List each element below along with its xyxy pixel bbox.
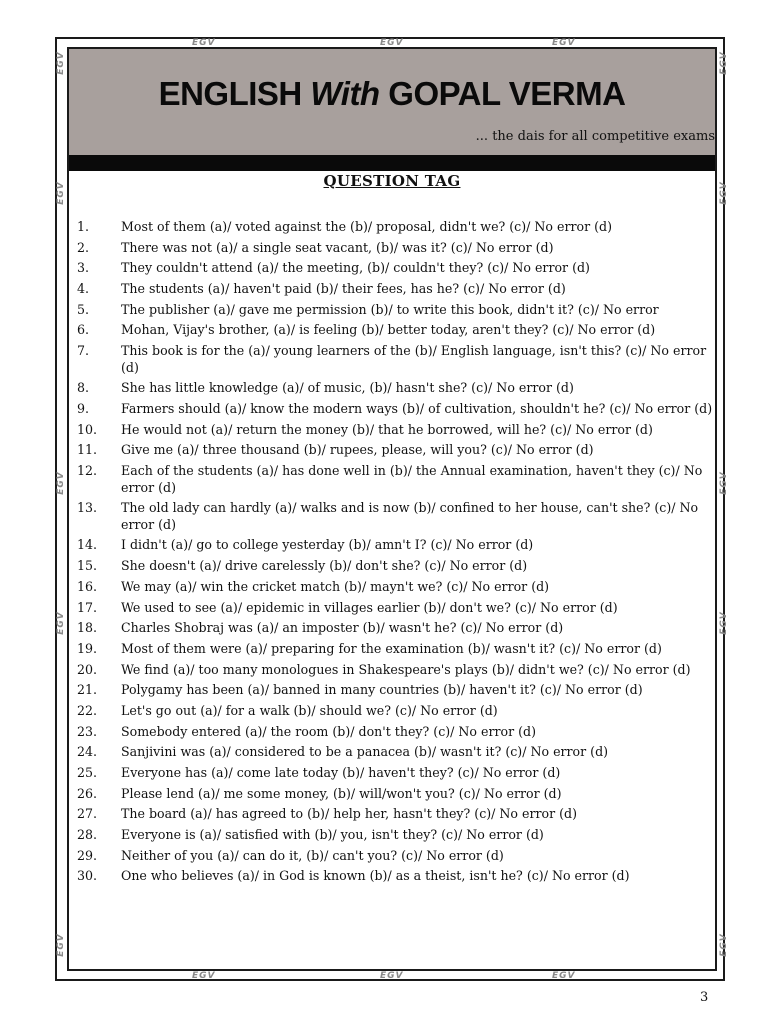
question-number: 25.: [77, 765, 98, 780]
question-number: 29.: [77, 847, 98, 863]
question-text: They couldn't attend (a)/ the meeting, (b)/ couldn't they? (c)/ No error (d): [121, 260, 590, 276]
page-title: [69, 75, 715, 113]
question-item: [77, 401, 713, 418]
question-number: 21.: [77, 682, 98, 698]
question-item: [77, 579, 713, 596]
question-item: [77, 240, 713, 257]
question-number: 5.: [77, 301, 90, 317]
question-number: 13.: [77, 500, 98, 516]
question-number: 15.: [77, 558, 98, 574]
question-item: [77, 380, 713, 397]
question-text: I didn't (a)/ go to college yesterday (b)/ amn't I? (c)/ No error (d): [121, 537, 534, 553]
watermark-top-3: EGV: [552, 38, 576, 48]
question-item: [77, 724, 713, 741]
watermark-top-1: EGV: [192, 38, 216, 48]
question-item: [77, 442, 713, 459]
question-number: 22.: [77, 702, 98, 718]
watermark-left-3: EGV: [55, 471, 66, 495]
section-heading: QUESTION TAG: [323, 172, 461, 190]
watermark-bottom-1: EGV: [192, 971, 216, 981]
question-number: 23.: [77, 723, 98, 739]
title-italic: With: [310, 75, 380, 112]
question-item: [77, 703, 713, 720]
question-text: Please lend (a)/ me some money, (b)/ will/won't you? (c)/ No error (d): [121, 785, 562, 801]
question-number: 9.: [77, 401, 90, 416]
title-part2: GOPAL VERMA: [379, 75, 626, 112]
question-text: The publisher (a)/ gave me permission (b)/ to write this book, didn't it? (c)/ No error: [121, 301, 659, 317]
question-list: [77, 219, 713, 889]
question-item: [77, 641, 713, 658]
question-item: [77, 219, 713, 236]
question-text: She doesn't (a)/ drive carelessly (b)/ don't she? (c)/ No error (d): [121, 558, 528, 574]
watermark-bottom-3: EGV: [552, 971, 576, 981]
question-number: 27.: [77, 806, 98, 822]
question-text: The board (a)/ has agreed to (b)/ help her, hasn't they? (c)/ No error (d): [121, 806, 578, 822]
question-number: 19.: [77, 640, 98, 656]
question-item: [77, 620, 713, 637]
question-text: Polygamy has been (a)/ banned in many countries (b)/ haven't it? (c)/ No error (d): [121, 682, 643, 698]
watermark-right-1: EGV: [718, 51, 729, 75]
question-number: 11.: [77, 442, 98, 458]
question-text: Neither of you (a)/ can do it, (b)/ can't you? (c)/ No error (d): [121, 847, 504, 863]
question-text: Most of them (a)/ voted against the (b)/ proposal, didn't we? (c)/ No error (d): [121, 219, 612, 234]
watermark-left-2: EGV: [55, 181, 66, 205]
question-number: 10.: [77, 421, 98, 437]
question-item: [77, 786, 713, 803]
question-number: 4.: [77, 281, 90, 297]
question-number: 7.: [77, 343, 90, 359]
question-number: 3.: [77, 260, 90, 276]
watermark-left-4: EGV: [55, 611, 66, 635]
question-number: 28.: [77, 827, 98, 843]
watermark-left-5: EGV: [55, 933, 66, 957]
question-number: 20.: [77, 661, 98, 677]
question-item: [77, 662, 713, 679]
title-part1: ENGLISH: [158, 75, 311, 112]
question-item: [77, 281, 713, 298]
question-item: [77, 322, 713, 339]
question-text: Let's go out (a)/ for a walk (b)/ should we? (c)/ No error (d): [121, 702, 498, 718]
question-item: [77, 806, 713, 823]
question-number: 24.: [77, 744, 98, 760]
watermark-right-2: EGV: [718, 181, 729, 205]
question-text: She has little knowledge (a)/ of music, (b)/ hasn't she? (c)/ No error (d): [121, 380, 574, 396]
question-text: Farmers should (a)/ know the modern ways (b)/ of cultivation, shouldn't he? (c)/ No error (d): [121, 401, 713, 416]
question-text: We may (a)/ win the cricket match (b)/ mayn't we? (c)/ No error (d): [121, 578, 550, 594]
question-number: 18.: [77, 620, 98, 636]
question-item: [77, 260, 713, 277]
question-text: Everyone has (a)/ come late today (b)/ haven't they? (c)/ No error (d): [121, 765, 561, 780]
page-number: 3: [700, 990, 709, 1005]
question-text: Everyone is (a)/ satisfied with (b)/ you, isn't they? (c)/ No error (d): [121, 827, 544, 843]
question-text: Charles Shobraj was (a)/ an imposter (b)/ wasn't he? (c)/ No error (d): [121, 620, 564, 636]
question-text: There was not (a)/ a single seat vacant, (b)/ was it? (c)/ No error (d): [121, 239, 554, 255]
question-text: Give me (a)/ three thousand (b)/ rupees, please, will you? (c)/ No error (d): [121, 442, 594, 458]
question-number: 6.: [77, 322, 90, 338]
question-item: [77, 600, 713, 617]
question-text: Sanjivini was (a)/ considered to be a panacea (b)/ wasn't it? (c)/ No error (d): [121, 744, 609, 760]
question-text: This book is for the (a)/ young learners of the (b)/ English language, isn't this? (c)/ No error (d): [121, 343, 707, 375]
watermark-left-1: EGV: [55, 51, 66, 75]
question-text: He would not (a)/ return the money (b)/ that he borrowed, will he? (c)/ No error (d): [121, 421, 653, 437]
question-item: [77, 682, 713, 699]
question-item: [77, 744, 713, 761]
header-divider-bar: [69, 155, 715, 171]
question-number: 26.: [77, 785, 98, 801]
question-text: We used to see (a)/ epidemic in villages earlier (b)/ don't we? (c)/ No error (d): [121, 599, 618, 615]
question-item: [77, 848, 713, 865]
question-text: We find (a)/ too many monologues in Shakespeare's plays (b)/ didn't we? (c)/ No error (d): [121, 661, 691, 677]
question-text: Mohan, Vijay's brother, (a)/ is feeling (b)/ better today, aren't they? (c)/ No error (d): [121, 322, 656, 338]
question-text: The students (a)/ haven't paid (b)/ their fees, has he? (c)/ No error (d): [121, 281, 566, 297]
question-item: [77, 463, 713, 496]
question-number: 16.: [77, 578, 98, 594]
question-item: [77, 422, 713, 439]
question-item: [77, 558, 713, 575]
question-item: [77, 537, 713, 554]
question-text: One who believes (a)/ in God is known (b)/ as a theist, isn't he? (c)/ No error (d): [121, 868, 630, 884]
question-item: [77, 500, 713, 533]
watermark-top-2: EGV: [380, 38, 404, 48]
question-number: 1.: [77, 219, 90, 234]
watermark-bottom-2: EGV: [380, 971, 404, 981]
question-number: 14.: [77, 537, 98, 553]
watermark-right-3: EGV: [718, 471, 729, 495]
question-item: [77, 302, 713, 319]
question-text: Most of them were (a)/ preparing for the examination (b)/ wasn't it? (c)/ No error (d): [121, 640, 662, 656]
tagline: ... the dais for all competitive exams: [475, 129, 715, 144]
header-banner: [69, 49, 715, 155]
question-number: 17.: [77, 599, 98, 615]
question-number: 30.: [77, 868, 98, 884]
question-text: The old lady can hardly (a)/ walks and is now (b)/ confined to her house, can't she? (c)/ No error (d): [121, 500, 699, 532]
question-item: [77, 827, 713, 844]
question-item: [77, 343, 713, 376]
question-number: 8.: [77, 380, 90, 396]
question-item: [77, 765, 713, 782]
watermark-right-4: EGV: [718, 611, 729, 635]
question-text: Each of the students (a)/ has done well in (b)/ the Annual examination, haven't they (c)/ No error (d): [121, 463, 703, 495]
question-number: 2.: [77, 239, 90, 255]
question-item: [77, 868, 713, 885]
question-number: 12.: [77, 463, 98, 479]
watermark-right-5: EGV: [718, 933, 729, 957]
question-text: Somebody entered (a)/ the room (b)/ don't they? (c)/ No error (d): [121, 723, 537, 739]
